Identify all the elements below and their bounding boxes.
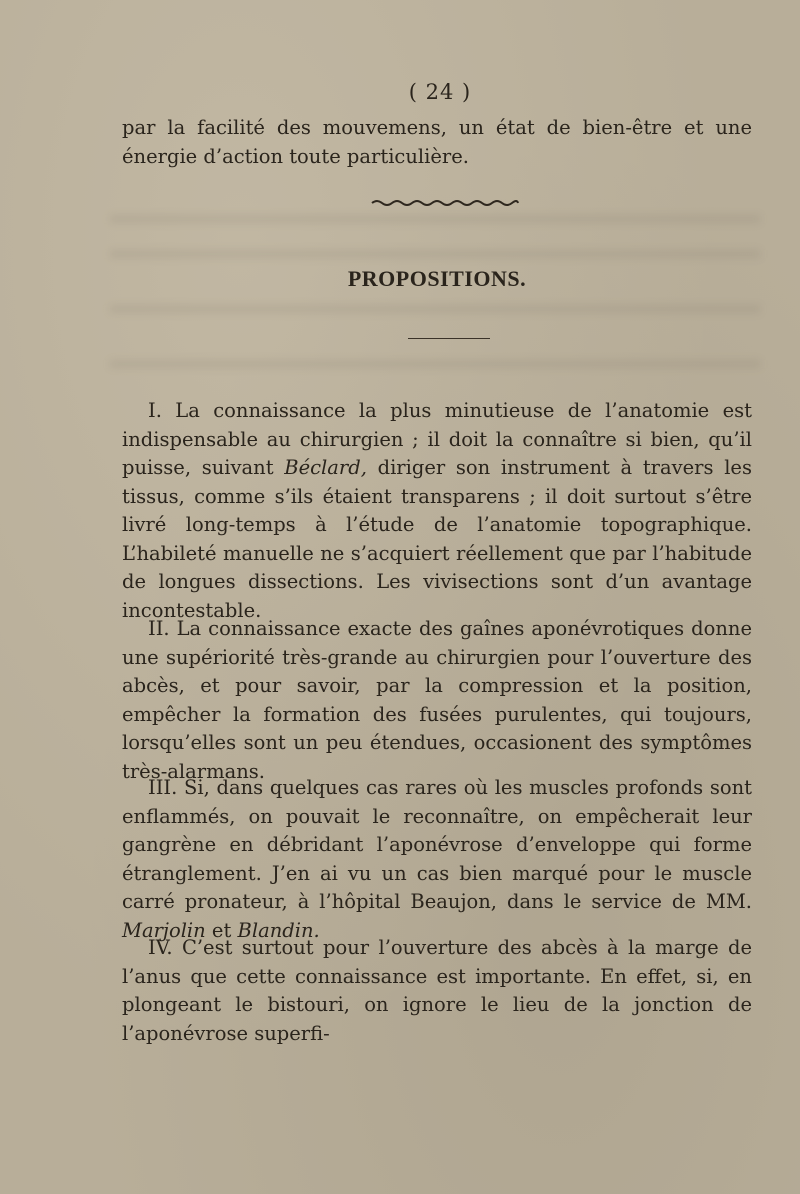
ornamental-divider	[370, 196, 520, 210]
intro-paragraph: par la facilité des mouvemens, un état de bien-être et une énergie d’action toute particulière.	[122, 116, 752, 168]
proposition-number: I.	[148, 399, 162, 422]
proposition-1	[122, 397, 752, 625]
proposition-italic: Marjolin	[122, 918, 206, 942]
proposition-italic: Blandin.	[237, 918, 320, 942]
proposition-text: Si, dans quelques cas rares où les muscles profonds sont enflammés, on pouvait le reconnaître, on empêcherait leur gangrène en débridant l’aponévrose d’enveloppe qui forme étranglement. J’en ai vu un cas bien marqué pour le muscle carré pronateur, à l’hôpital Beaujon, dans le service de MM.	[122, 776, 752, 913]
proposition-4	[122, 934, 752, 1048]
proposition-3	[122, 774, 752, 945]
bleed-through-shadow	[110, 360, 760, 368]
bleed-through-shadow	[110, 305, 760, 313]
section-heading: PROPOSITIONS.	[347, 266, 527, 291]
proposition-number: IV.	[148, 936, 173, 959]
page-number: ( 24 )	[408, 80, 472, 104]
heading-rule	[408, 338, 490, 339]
proposition-text: C’est surtout pour l’ouverture des abcès à la marge de l’anus que cette connaissance est importante. En effet, si, en plongeant le bistouri, on ignore le lieu de la jonction de l’aponévrose superfi-	[122, 936, 752, 1045]
proposition-text: La connaissance exacte des gaînes aponévrotiques donne une supériorité très-grande au chirurgien pour l’ouverture des abcès, et pour savoir, par la compression et la position, empêcher la formation des fusées purulentes, qui toujours, lorsqu’elles sont un peu étendues, occasionent des symptômes très-alarmans.	[122, 617, 752, 783]
proposition-text: diriger son instrument à travers les tissus, comme s’ils étaient transparens ; il doit surtout s’être livré long-temps à l’étude de l’anatomie topographique. L’habileté manuelle ne s’acquiert réellement que par l’habitude de longues dissections. Les vivisections sont d’un avantage incontestable.	[122, 456, 752, 622]
bleed-through-shadow	[110, 250, 760, 258]
proposition-italic: Béclard,	[284, 456, 367, 479]
bleed-through-shadow	[110, 215, 760, 223]
proposition-2	[122, 615, 752, 786]
proposition-number: III.	[148, 776, 178, 799]
proposition-text: La connaissance la plus minutieuse de l’anatomie est indispensable au chirurgien ; il doit la connaître si bien, qu’il puisse, suivant	[122, 399, 752, 479]
proposition-number: II.	[148, 617, 170, 640]
proposition-text: et	[205, 918, 238, 942]
